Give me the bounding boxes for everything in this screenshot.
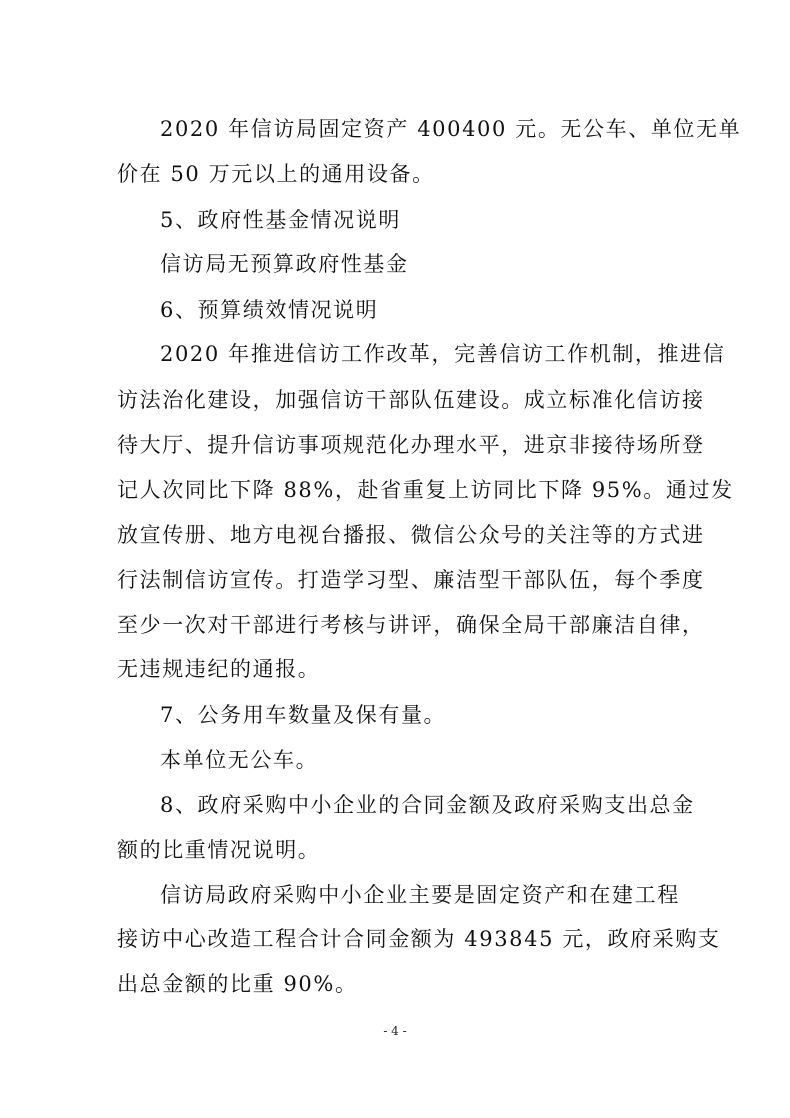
paragraph-line: 出总金额的比重 90%。 bbox=[117, 972, 358, 996]
paragraph-line: 记人次同比下降 88%，赴省重复上访同比下降 95%。通过发 bbox=[117, 478, 734, 502]
section-heading: 5、政府性基金情况说明 bbox=[160, 208, 401, 232]
section-heading: 8、政府采购中小企业的合同金额及政府采购支出总金 bbox=[160, 793, 695, 817]
paragraph-line: 信访局政府采购中小企业主要是固定资产和在建工程 bbox=[160, 883, 680, 907]
paragraph-line: 2020 年推进信访工作改革，完善信访工作机制，推进信 bbox=[160, 342, 726, 366]
paragraph-line: 至少一次对干部进行考核与讲评，确保全局干部廉洁自律， bbox=[117, 613, 705, 637]
paragraph-line: 待大厅、提升信访事项规范化办理水平，进京非接待场所登 bbox=[117, 433, 705, 457]
page-number: - 4 - bbox=[383, 1024, 407, 1038]
section-heading: 6、预算绩效情况说明 bbox=[160, 298, 379, 322]
section-heading: 7、公务用车数量及保有量。 bbox=[160, 703, 447, 727]
paragraph-line: 本单位无公车。 bbox=[160, 748, 319, 772]
paragraph-line: 2020 年信访局固定资产 400400 元。无公车、单位无单 bbox=[160, 117, 742, 141]
paragraph-line: 接访中心改造工程合计合同金额为 493845 元，政府采购支 bbox=[117, 927, 721, 951]
paragraph-line: 行法制信访宣传。打造学习型、廉洁型干部队伍，每个季度 bbox=[117, 568, 705, 592]
paragraph-line: 无违规违纪的通报。 bbox=[117, 657, 321, 681]
paragraph-line: 价在 50 万元以上的通用设备。 bbox=[117, 162, 435, 186]
paragraph-line: 放宣传册、地方电视台播报、微信公众号的关注等的方式进 bbox=[117, 523, 705, 547]
section-heading-continued: 额的比重情况说明。 bbox=[117, 838, 321, 862]
paragraph-line: 访法治化建设，加强信访干部队伍建设。成立标准化信访接 bbox=[117, 388, 705, 412]
paragraph-line: 信访局无预算政府性基金 bbox=[160, 252, 409, 276]
